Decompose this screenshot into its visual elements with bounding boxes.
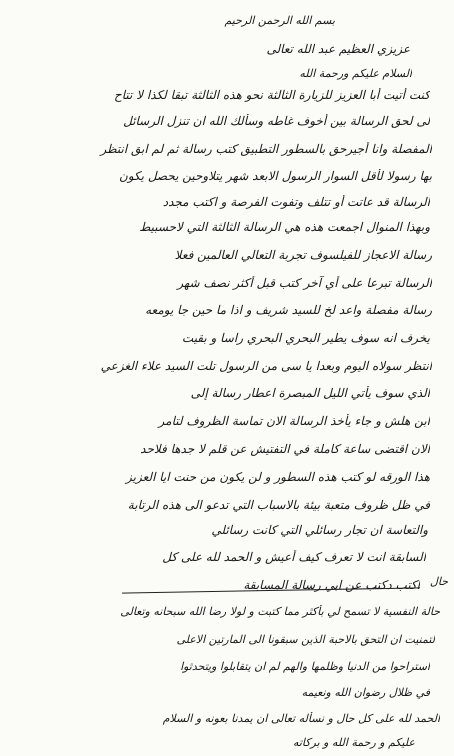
postscript-line: الحمد لله على كل حال و نسأله تعالى ان يمدنا بعونه و السلام — [162, 712, 440, 725]
postscript-line: حالة النفسية لا تسمح لي بأكثر مما كتبت و لولا رضا الله سبحانه وتعالى — [120, 605, 440, 618]
postscript-line: لتمنيت ان التحق بالاحبة الذين سبقونا الى المارتين الاعلى — [176, 633, 435, 646]
body-line: يخرف انه سوف يطير البحري البحري راسا و بقيت — [181, 331, 430, 345]
body-line: الرسالة تبرعا على أي آخر كتب قبل أكثر نصف شهر — [177, 276, 432, 290]
body-line: هذا الورقه لو كتب هذه السطور و لن يكون من حنت ايا العزيز — [126, 470, 430, 484]
body-line: كنت أتيت أبا العزيز للزيارة الثالثة نحو هذه الثالثة تبقا لكذا لا تتاح — [114, 88, 430, 102]
body-line: حال — [429, 575, 448, 588]
body-line: لى لحق الرسالة بين أخوف غاطه وسألك الله ان تنزل الرسائل — [123, 114, 430, 128]
body-line: رسالة مفصلة واعد لخ للسيد شريف و اذا ما حين جا يومعه — [145, 303, 432, 317]
postscript-line: استراحوا من الدنيا وظلمها والهم لم ان يتقابلوا ويتحدثوا — [180, 660, 430, 673]
body-line: ابن هلش و جاء يأخذ الرسالة الان تماسة الظروف لتامر — [158, 414, 430, 428]
postscript-line: في ظلال رضوان الله ونعيمه — [301, 686, 430, 699]
body-line: والتعاسة ان تجار رسائلي التي كانت رسائلي — [211, 523, 428, 537]
addressee: عزيزي العظيم عبد الله تعالى — [266, 42, 410, 56]
body-line: السابقة انت لا تعرف كيف أعيش و الحمد لله على كل — [162, 550, 426, 564]
body-line: الرسالة قد عاتت أو تتلف وتفوت الفرصة و اكتب مجدد — [162, 195, 430, 209]
greeting: السلام عليكم ورحمة الله — [299, 67, 412, 80]
body-line: رسالة الاعجاز للفيلسوف تجربة التعالي العالمين فعلا — [174, 248, 432, 262]
body-line: الان اقتضى ساعة كاملة في التفتيش عن قلم لا جدها فلاحد — [140, 442, 430, 456]
struck-line: اكتب دكتب عن ابي رسالة المسابقة — [243, 578, 420, 592]
postscript-line: عليكم و رحمة الله و بركاته — [292, 736, 415, 749]
body-line: بها رسولا لأقل السوار الرسول الابعد شهر يتلاوحين يحصل يكون — [119, 169, 432, 183]
body-line: انتظر سولاه اليوم وبعدا يا سى من الرسول تلت السيد علاء الغزعي — [100, 359, 432, 373]
body-line: في ظل ظروف متعبة بيئة بالاسباب التي تدعو الى هذه الرتابة — [127, 498, 430, 512]
basmala: بسم الله الرحمن الرحيم — [224, 14, 335, 27]
body-line: الذي سوف يأتي الليل المبصرة اعطار رسالة إلى — [190, 386, 430, 400]
body-line: وبهذا المنوال اجمعت هذه هي الرسالة الثالثة التي لاحسبيط — [139, 220, 430, 234]
body-line: المفصلة وانا أجيرحق بالسطور التطبيق كتب رسالة ثم لم ابق انتظر — [100, 142, 432, 156]
